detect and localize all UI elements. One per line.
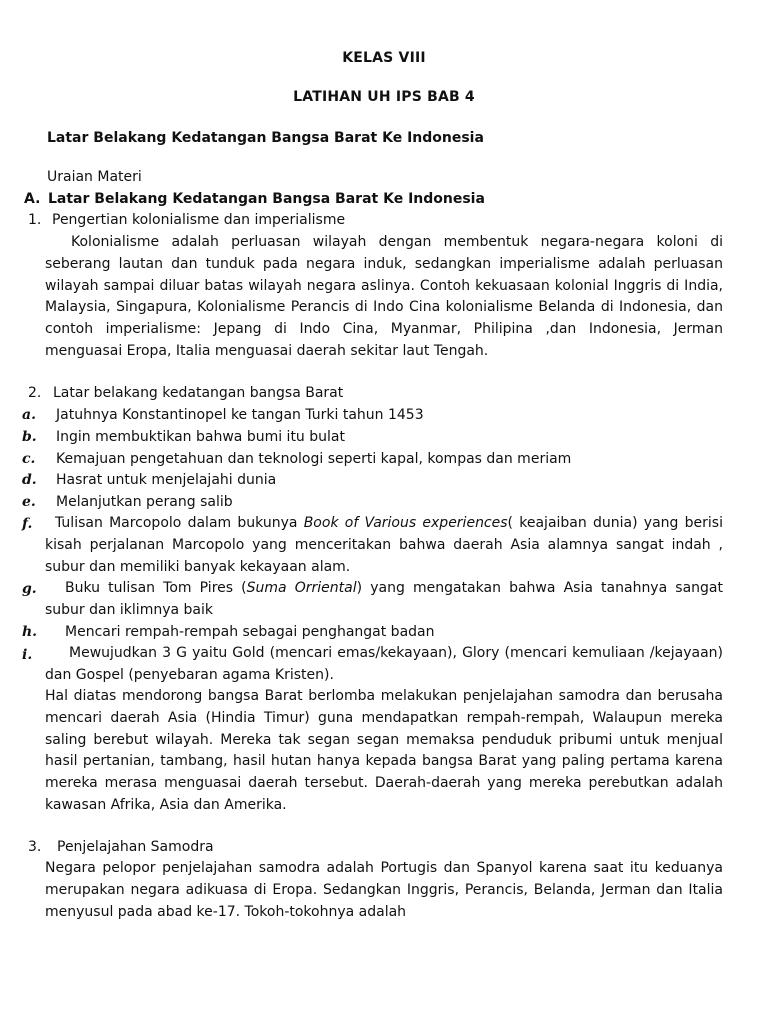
item-h-marker: h.	[22, 624, 38, 640]
item-d-text: Hasrat untuk menjelajahi dunia	[56, 472, 277, 488]
class-title: KELAS VIII	[342, 50, 426, 66]
section-2-number: 2.	[28, 385, 42, 401]
item-g-book-title: Suma Orriental	[246, 580, 357, 596]
item-e-marker: e.	[22, 494, 36, 510]
section-2-title: Latar belakang kedatangan bangsa Barat	[53, 385, 344, 401]
section-1-title: Pengertian kolonialisme dan imperialisme	[52, 212, 346, 228]
item-c-text: Kemajuan pengetahuan dan teknologi seperti kapal, kompas dan meriam	[56, 451, 572, 467]
item-b-text: Ingin membuktikan bahwa bumi itu bulat	[56, 429, 345, 445]
topic-heading: Latar Belakang Kedatangan Bangsa Barat Ke Indonesia	[47, 130, 484, 146]
item-g-post: ) yang mengatakan bahwa Asia tanahnya sangat subur dan iklimnya baik	[45, 580, 724, 618]
item-i-marker: i.	[22, 647, 33, 663]
section-1-paragraph: Kolonialisme adalah perluasan wilayah dengan membentuk negara-negara koloni di seberang lautan dan tunduk pada negara induk, sedangkan imperialisme adalah perluasan wilayah sampai diluar batas wilayah negara aslinya. Contoh kekuasaan kolonial Inggris di India, Malaysia, Singapura, Kolonialisme Perancis di Indo Cina kolonialisme Belanda di Indonesia, dan contoh imperialisme: Jepang di Indo Cina, Myanmar, Philipina ,dan Indonesia, Jerman menguasai Eropa, Italia menguasai daerah sekitar laut Tengah.	[45, 234, 723, 359]
item-f-marker: f.	[22, 516, 33, 532]
item-h-text: Mencari rempah-rempah sebagai penghangat badan	[65, 624, 435, 640]
item-e-text: Melanjutkan perang salib	[56, 494, 233, 510]
item-b-marker: b.	[22, 429, 37, 445]
section-3-paragraph: Negara pelopor penjelajahan samodra adalah Portugis dan Spanyol karena saat itu keduanya merupakan negara adikuasa di Eropa. Sedangkan Inggris, Perancis, Belanda, Jerman dan Italia menyusul pada abad ke-17. Tokoh-tokohnya adalah	[45, 860, 723, 920]
section-1-number: 1.	[28, 212, 42, 228]
item-a-marker: a.	[22, 407, 36, 423]
section-3-title: Penjelajahan Samodra	[57, 839, 214, 855]
section-a-marker: A.	[24, 191, 41, 207]
section-2-closing-paragraph: Hal diatas mendorong bangsa Barat berlomba melakukan penjelajahan samodra dan berusaha mencari daerah Asia (Hindia Timur) guna mendapatkan rempah-rempah, Walaupun mereka saling berebut wilayah. Mereka tak segan segan memaksa penduduk pribumi untuk menjual hasil pertanian, tambang, hasil hutan hanya kepada bangsa Barat yang paling pertama karena mereka merasa menguasai daerah tersebut. Daerah-daerah yang mereka perebutkan adalah kawasan Afrika, Asia dan Amerika.	[45, 688, 723, 813]
section-a-title: Latar Belakang Kedatangan Bangsa Barat Ke Indonesia	[48, 191, 485, 207]
item-f-post: ( keajaiban dunia) yang berisi kisah perjalanan Marcopolo yang menceritakan bahwa daerah Asia alamnya sangat indah , subur dan memiliki banyak kekayaan alam.	[45, 515, 723, 575]
item-c-marker: c.	[22, 451, 36, 467]
exam-title: LATIHAN UH IPS BAB 4	[293, 89, 475, 105]
item-f-text	[45, 513, 723, 578]
item-f-book-title: Book of Various experiences	[303, 515, 508, 531]
item-i-text: Mewujudkan 3 G yaitu Gold (mencari emas/kekayaan), Glory (mencari kemuliaan /kejayaan) dan Gospel (penyebaran agama Kristen).	[45, 645, 723, 683]
item-a-text: Jatuhnya Konstantinopel ke tangan Turki tahun 1453	[56, 407, 424, 423]
item-g-text	[45, 578, 723, 622]
item-d-marker: d.	[22, 472, 37, 488]
section-3-number: 3.	[28, 839, 42, 855]
item-g-pre: Buku tulisan Tom Pires (	[65, 580, 247, 596]
uraian-label: Uraian Materi	[47, 169, 142, 185]
item-f-pre: Tulisan Marcopolo dalam bukunya	[55, 515, 304, 531]
item-g-marker: g.	[22, 581, 37, 597]
